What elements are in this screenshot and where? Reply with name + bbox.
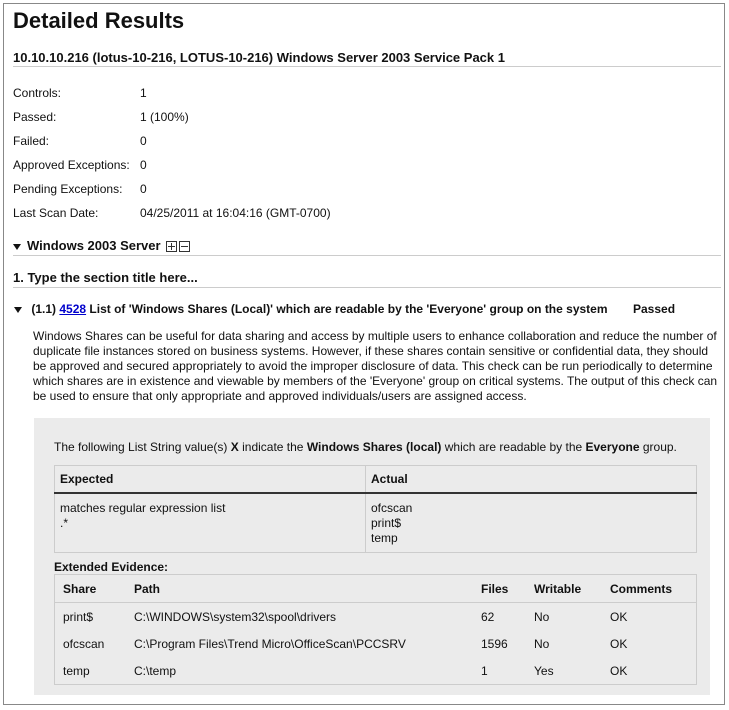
page-title: Detailed Results (13, 8, 185, 33)
summary-row: Pending Exceptions: 0 (13, 182, 147, 196)
evidence-intro: The following List String value(s) X indicate the Windows Shares (local) which are readable by the Everyone group. (54, 440, 677, 454)
section-title: 1. Type the section title here... (13, 270, 198, 285)
expected-cell: matches regular expression list .* (55, 493, 366, 553)
check-id-link[interactable]: 4528 (59, 302, 87, 316)
divider (13, 287, 721, 288)
summary (13, 86, 331, 230)
divider (13, 66, 721, 67)
collapse-triangle-icon[interactable] (13, 244, 21, 250)
status-badge: Passed (633, 302, 676, 316)
summary-row: Failed: 0 (13, 134, 147, 148)
extended-evidence-table: Share Path Files Writable Comments print$ C:\WINDOWS\system32\spool\drivers 62 No OK ofcscan C:\Program Files\Trend Micro\OfficeScan\PCCSRV 1596 No OK temp C:\temp 1 Yes OK (54, 574, 697, 685)
actual-cell: ofcscan print$ temp (366, 493, 697, 553)
divider (13, 255, 721, 256)
check-description: Windows Shares can be useful for data sharing and access by multiple users to enhance collaboration and reduce the number of duplicate file instances stored on business systems. However, if these shares contain sensitive or confidential data, they should be approved and secured appropriately to avoid the improper disclosure of data. This check can be run periodically to determine which shares are in existence and viewable by members of the 'Everyone' group on critical systems. The output of this check can be used to ensure that only appropriate and approved individuals/users are assigned access. (33, 329, 718, 403)
collapse-triangle-icon[interactable] (14, 307, 22, 313)
summary-row: Last Scan Date: 04/25/2011 at 16:04:16 (GMT-0700) (13, 206, 331, 220)
expand-all-icon[interactable] (166, 241, 177, 252)
summary-row: Passed: 1 (100%) (13, 110, 189, 124)
expected-actual-table: Expected Actual matches regular expression list .* ofcscan print$ temp (54, 465, 697, 553)
group-header: Windows 2003 Server (13, 238, 190, 253)
check-header: (1.1) 4528 List of 'Windows Shares (Local)' which are readable by the 'Everyone' group on the system (14, 302, 694, 316)
table-row: print$ C:\WINDOWS\system32\spool\drivers 62 No OK (63, 609, 628, 624)
summary-row: Controls: 1 (13, 86, 147, 100)
evidence-panel (34, 418, 710, 695)
collapse-all-icon[interactable] (179, 241, 190, 252)
table-row: ofcscan C:\Program Files\Trend Micro\OfficeScan\PCCSRV 1596 No OK (63, 636, 628, 651)
extended-evidence-label: Extended Evidence: (54, 560, 169, 574)
host-heading: 10.10.10.216 (lotus-10-216, LOTUS-10-216) Windows Server 2003 Service Pack 1 (13, 50, 505, 65)
table-row: temp C:\temp 1 Yes OK (63, 663, 628, 678)
summary-row: Approved Exceptions: 0 (13, 158, 147, 172)
